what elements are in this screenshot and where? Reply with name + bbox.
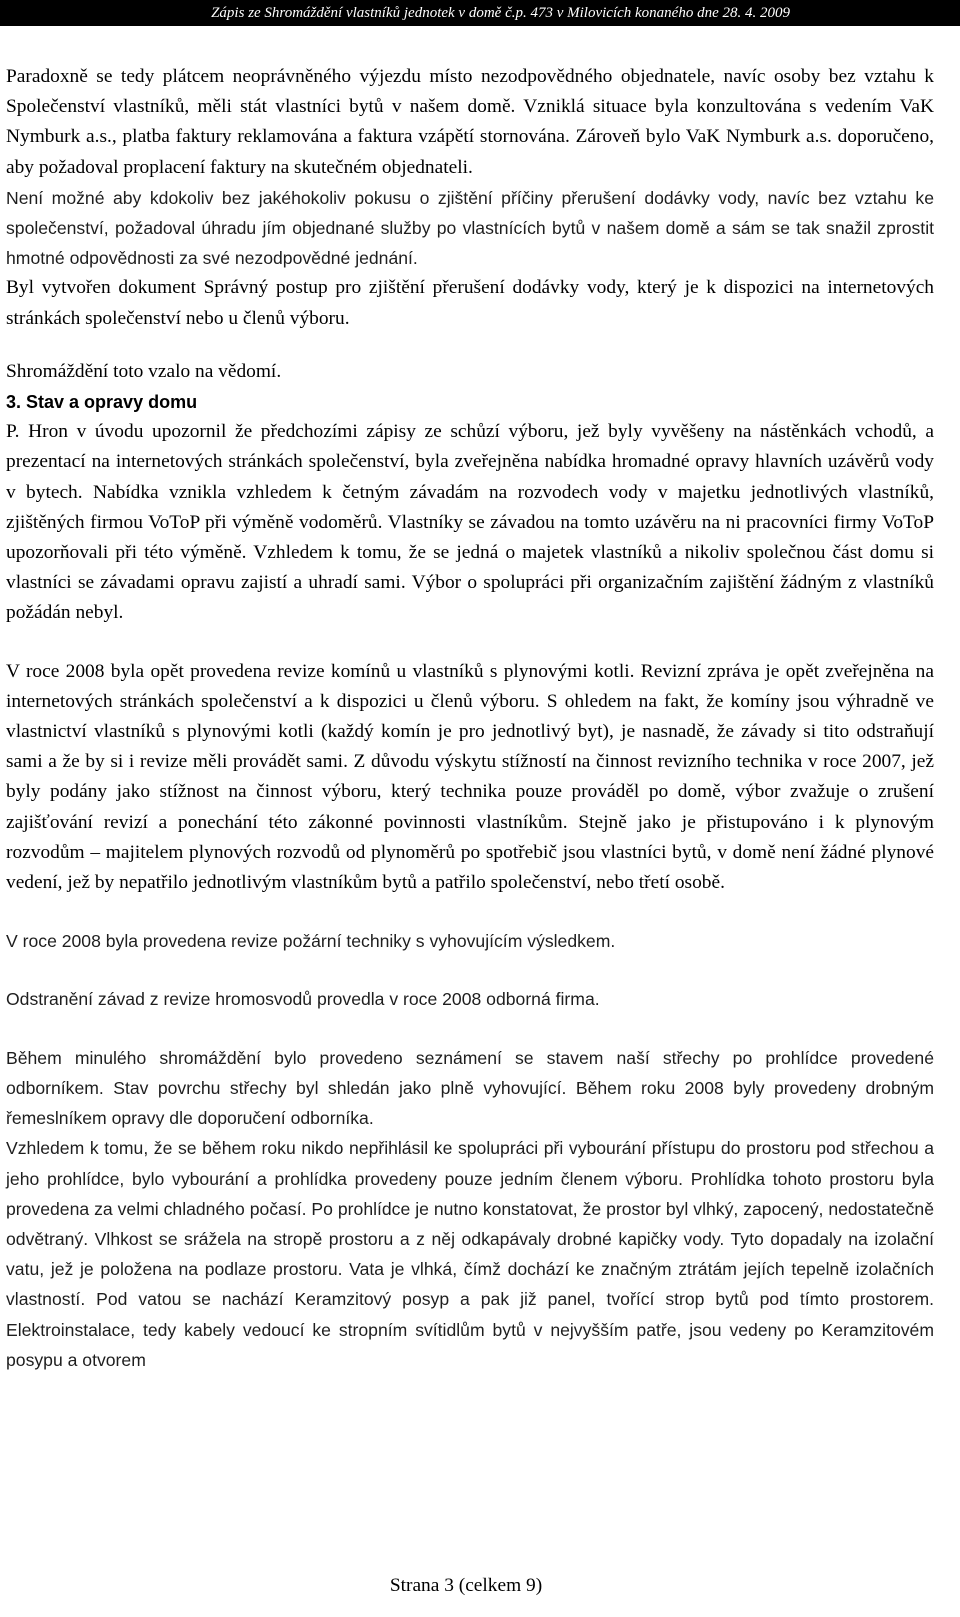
page-number: Strana 3 (celkem 9) — [389, 1575, 543, 1596]
page-footer — [0, 1571, 932, 1601]
paragraph-chimney-revision: V roce 2008 byla opět provedena revize komínů u vlastníků s plynovými kotli. Revizní zpráva je opět zveřejněna na internetových stránkách společenství a k dispozici u členů výboru. S ohledem na fakt, že komíny jsou výhradně ve vlastnictví vlastníků s plynovými kotli (každý komín je pro jednotlivý byt), je nasnadě, že závady si tito odstraňují sami a že by si i revize měli provádět sami. Z důvodu výskytu stížností na činnost revizního technika v roce 2007, jež byly podány jako stížnost na činnost výboru, který technika pouze prováděl po domě, výbor zvažuje o zrušení zajišťování revizí a ponechání této zákonné povinnosti vlastníkům. Stejně jako je přistupováno i k plynovým rozvodům – majitelem plynových rozvodů od plynoměrů po spotřebič jsou vlastníci bytů, v domě není žádné plynové vedení, jež by nepatřilo jednotlivým vlastníkům bytů a patřilo společenství, nebo třetí osobě. — [6, 660, 934, 894]
page-header — [0, 0, 960, 26]
paragraph-roof-inspection: Během minulého shromáždění bylo provedeno seznámení se stavem naší střechy po prohlídce provedené odborníkem. Stav povrchu střechy byl shledán jako plně vyhovující. Během roku 2008 byly provedeny drobným řemeslníkem opravy dle doporučení odborníka. — [6, 1047, 934, 1129]
paragraph-acknowledged: Shromáždění toto vzalo na vědomí. — [6, 360, 282, 382]
section-heading: 3. Stav a opravy domu — [6, 392, 198, 413]
paragraph-lightning-rod: Odstranění závad z revize hromosvodů provedla v roce 2008 odborná firma. — [6, 989, 600, 1010]
paragraph-responsibility: Není možné aby kdokoliv bez jakéhokoliv pokusu o zjištění příčiny přerušení dodávky vody, navíc bez vztahu ke společenství, požadoval úhradu jím objednané služby po vlastnících bytů v našem domě a sám se tak snažil zprostit hmotné odpovědnosti za své nezodpovědné jednání. — [6, 187, 934, 269]
paragraph-fire-revision: V roce 2008 byla provedena revize požární techniky s vyhovujícím výsledkem. — [6, 931, 616, 952]
header-title: Zápis ze Shromáždění vlastníků jednotek v domě č.p. 473 v Milovicích konaného dne 28. 4. 2009 — [211, 5, 790, 21]
paragraph-attic-space: Vzhledem k tomu, že se během roku nikdo nepřihlásil ke spolupráci při vybourání přístupu do prostoru pod střechou a jeho prohlídce, bylo vybourání a prohlídka provedeny pouze jedním členem výboru. Prohlídka tohoto prostoru byla provedena za velmi chladného počasí. Po prohlídce je nutno konstatovat, že prostor byl vlhký, zapocený, nedostatečně odvětraný. Vlhkost se srážela na stropě prostoru a z něj odkapávaly drobné kapičky vody. Tyto dopadaly na izolační vatu, jež je položena na podlaze prostoru. Vata je vlhká, čímž dochází ke značným ztrátám jejích tepelně izolačních vlastností. Pod vatou se nachází Keramzitový posyp a pak již panel, tvořící strop bytů pod tímto prostorem. Elektroinstalace, tedy kabely vedoucí ke stropním svítidlům bytů v nejvyšším patře, jsou vedeny po Keramzitovém posypu a otvorem — [6, 1138, 934, 1370]
paragraph-procedure-document: Byl vytvořen dokument Správný postup pro zjištění přerušení dodávky vody, který je k dispozici na internetových stránkách společenství nebo u členů výboru. — [6, 277, 934, 329]
paragraph-invoice-dispute: Paradoxně se tedy plátcem neoprávněného výjezdu místo nezodpovědného objednatele, navíc osoby bez vztahu k Společenství vlastníků, měli stát vlastníci bytů v našem domě. Vzniklá situace byla konzultována s vedením VaK Nymburk a.s., platba faktury reklamována a faktura vzápětí stornována. Zároveň bylo VaK Nymburk a.s. doporučeno, aby požadoval proplacení faktury na skutečném objednateli. — [6, 66, 934, 178]
document-body — [6, 62, 934, 1375]
paragraph-valve-repair: P. Hron v úvodu upozornil že předchozími zápisy ze schůzí výboru, jež byly vyvěšeny na nástěnkách vchodů, a prezentací na internetových stránkách společenství, byla zveřejněna nabídka hromadné opravy hlavních uzávěrů vody v bytech. Nabídka vznikla vzhledem k četným závadám na rozvodech vody v majetku jednotlivých vlastníků, zjištěných firmou VoToP při výměně vodoměrů. Vlastníky se závadou na tomto uzávěru na ni pracovníci firmy VoToP upozorňovali při této výměně. Vzhledem k tomu, že se jedná o majetek vlastníků a nikoliv společnou část domu si vlastníci se závadami opravu zajistí a uhradí sami. Výbor o spolupráci při organizačním zajištění žádným z vlastníků požádán nebyl. — [6, 421, 934, 624]
